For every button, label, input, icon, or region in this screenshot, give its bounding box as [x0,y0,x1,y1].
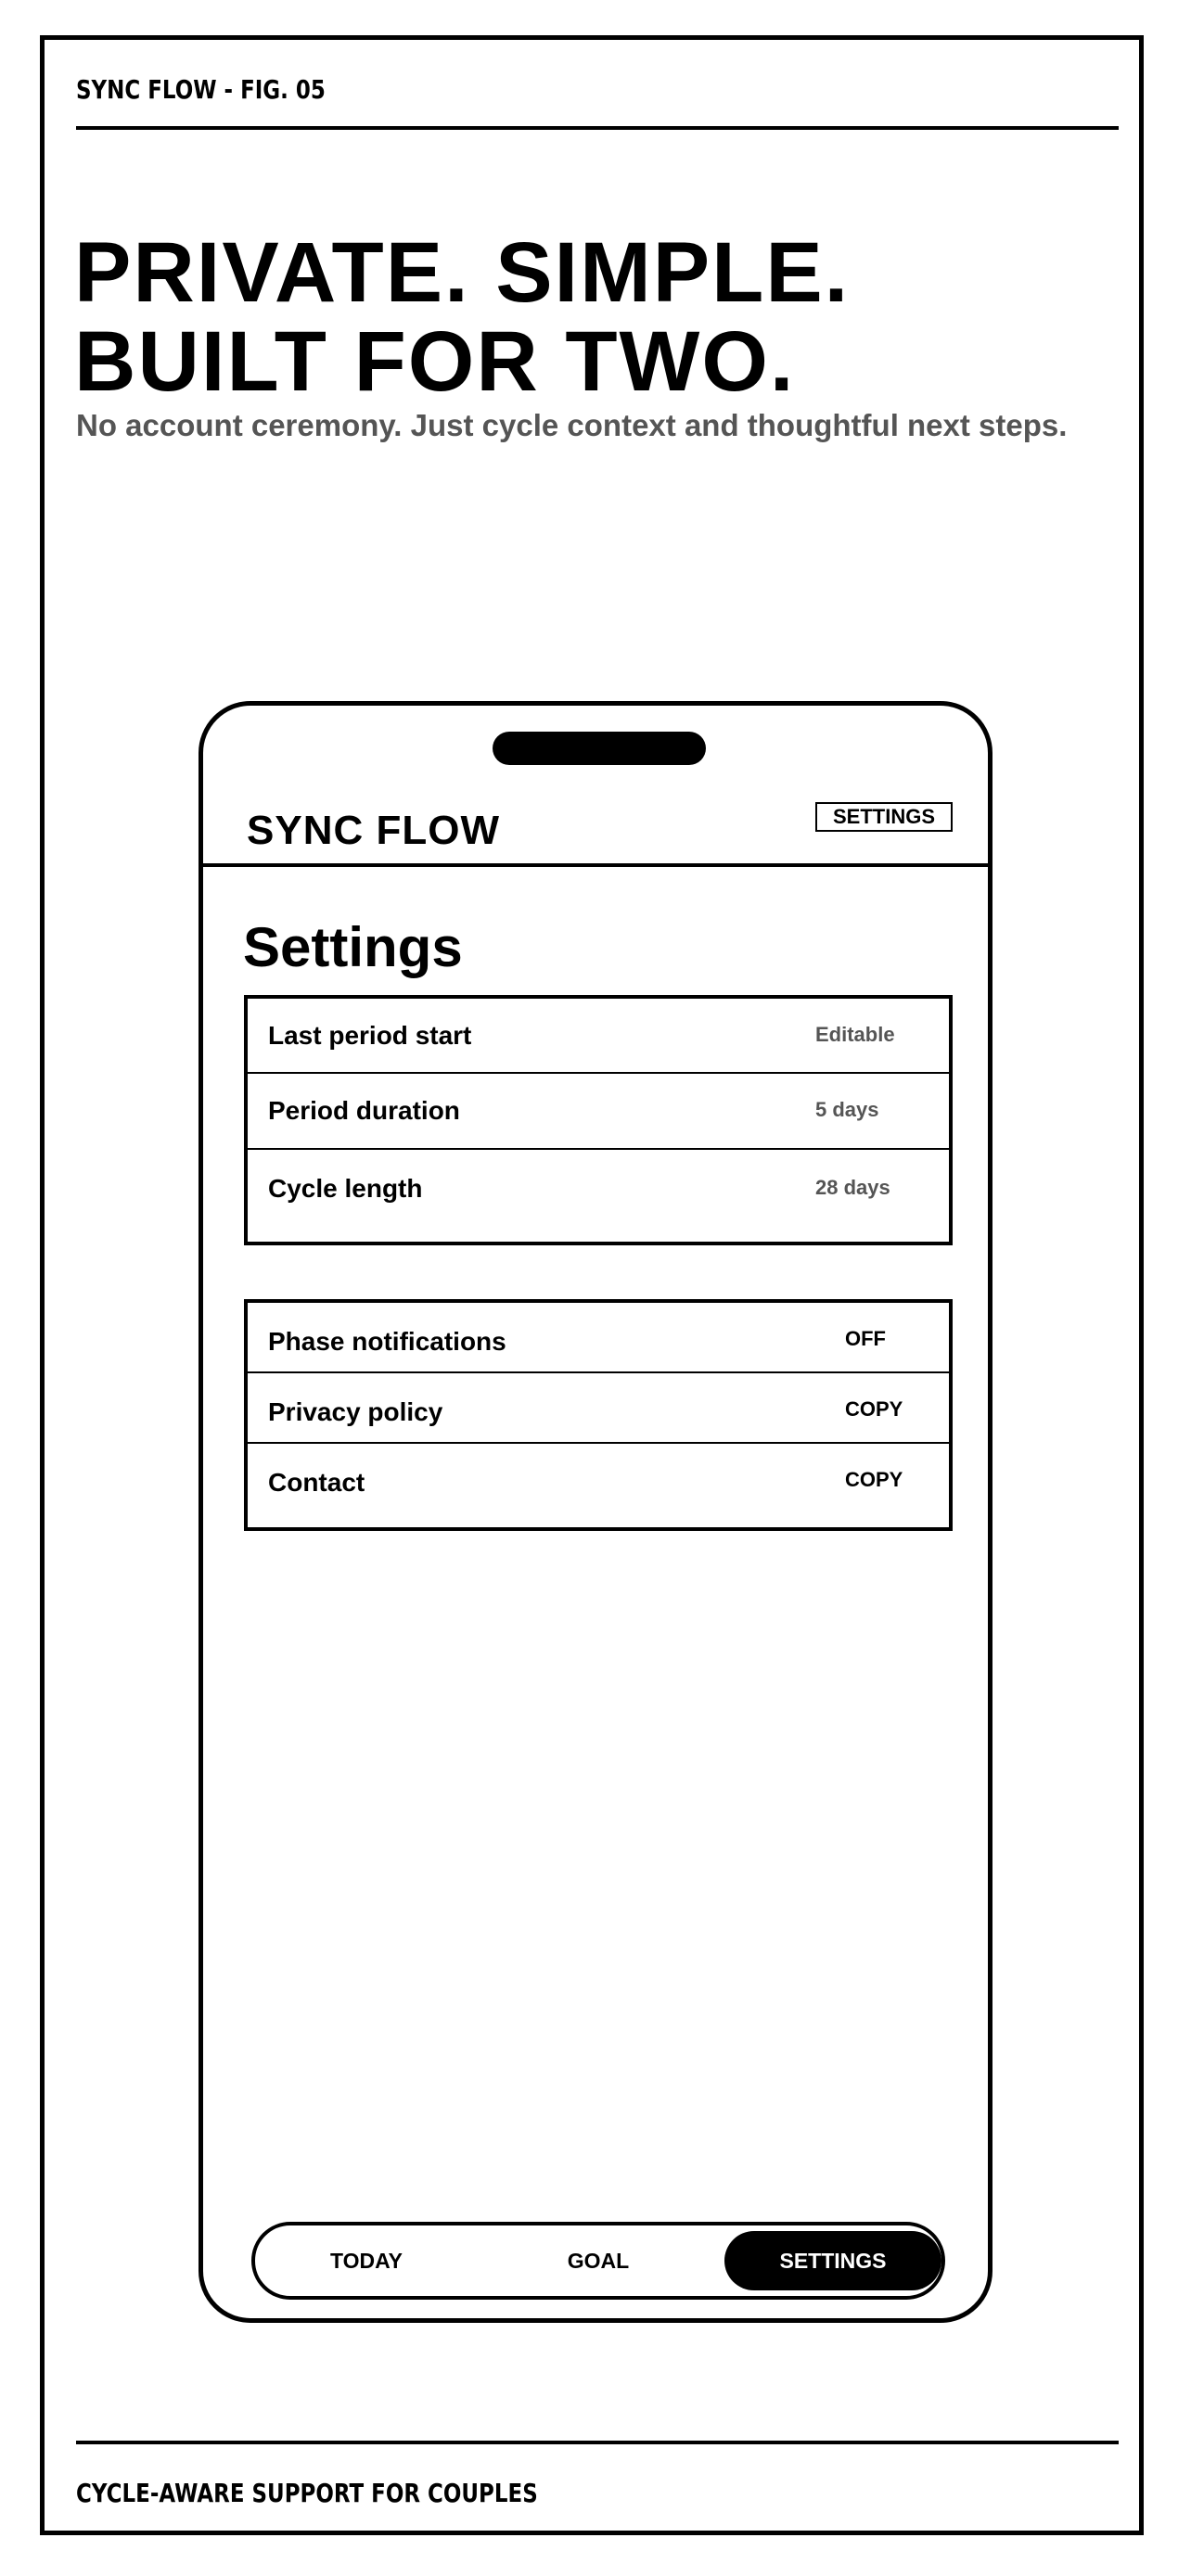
app-brand: SYNC FLOW [247,808,500,853]
bottom-divider [76,2441,1119,2444]
copy-privacy-button[interactable]: COPY [845,1397,903,1421]
setting-value: Editable [815,1023,895,1046]
setting-label: Phase notifications [268,1327,506,1356]
setting-value: 28 days [815,1176,890,1199]
phone-notch [493,732,706,765]
cycle-settings-card [244,995,953,1245]
header-settings-button[interactable]: SETTINGS [815,802,953,832]
setting-row-last-period-start[interactable] [248,999,949,1073]
tab-today[interactable]: TODAY [330,2249,403,2273]
footer-tagline: CYCLE-AWARE SUPPORT FOR COUPLES [76,2478,538,2508]
figure-label: SYNC FLOW - FIG. 05 [76,74,326,105]
setting-row-privacy-policy[interactable] [248,1373,949,1442]
tab-settings[interactable]: SETTINGS [724,2231,941,2290]
app-header-divider [203,863,988,867]
setting-label: Privacy policy [268,1397,443,1426]
top-divider [76,126,1119,130]
setting-label: Contact [268,1468,365,1497]
setting-label: Last period start [268,1021,472,1050]
page-title: Settings [243,916,463,978]
notifications-toggle[interactable]: OFF [845,1327,886,1350]
setting-row-contact[interactable] [248,1444,949,1527]
headline [74,225,851,409]
setting-label: Period duration [268,1096,460,1125]
other-settings-card [244,1299,953,1531]
setting-label: Cycle length [268,1174,423,1203]
setting-row-period-duration[interactable] [248,1074,949,1148]
headline-line-1: PRIVATE. SIMPLE. [74,225,851,320]
headline-line-2: BUILT FOR TWO. [74,314,796,409]
subheadline: No account ceremony. Just cycle context and thoughtful next steps. [76,408,1068,442]
copy-contact-button[interactable]: COPY [845,1468,903,1491]
setting-value: 5 days [815,1098,879,1121]
setting-row-cycle-length[interactable] [248,1150,949,1233]
setting-row-phase-notifications[interactable] [248,1303,949,1371]
tab-goal[interactable]: GOAL [567,2249,630,2273]
bottom-tab-bar [251,2222,945,2300]
phone-mockup [198,701,992,2323]
